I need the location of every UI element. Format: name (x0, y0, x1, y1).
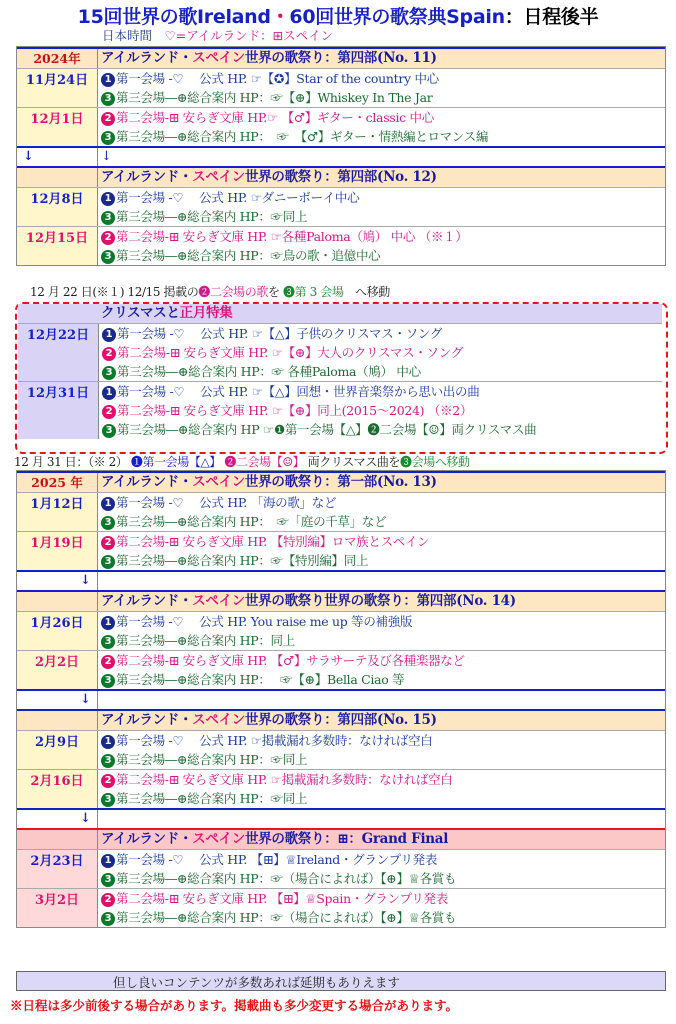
date-cell: 12月8日 (17, 188, 98, 226)
venue-line: 2 第二会場-⊞ 安らぎ文庫 HP. ☞【⊕】同上(2015～2024) （※2） (102, 401, 662, 420)
arrow-icon: ↓ (101, 149, 112, 164)
venue-line: 1 第一会場 -♡ 公式 HP. 「海の歌」など (101, 493, 665, 512)
venue-line: 2 第二会場-⊞ 安らぎ文庫 HP. ☞掲載漏れ多数時：なければ空白 (101, 770, 665, 789)
venue-line: 3 第三会場―⊕総合案内 HP：☞鳥の歌・追億中心 (101, 246, 665, 265)
section-heading: アイルランド・スペイン世界の歌祭り：第四部(No. 12) (101, 169, 437, 185)
date-cell: 12月31日 (18, 382, 99, 439)
note-1: 12 月 22 日(※１) 12/15 掲載の❷二会場の歌を ❸第 3 会場 へ移動 (30, 285, 390, 299)
venue-line: 1 第一会場 -♡ 公式 HP. ☞掲載漏れ多数時：なければ空白 (101, 731, 665, 750)
arrow-icon: ↓ (17, 691, 98, 709)
venue-line: 3 第三会場―⊕総合案内 HP：☞同上 (101, 750, 665, 769)
date-cell: 2月2日 (17, 651, 98, 689)
venue-line: 2 第二会場-⊞ 安らぎ文庫 HP.☞ 【♂】ギター・classic 中心 (101, 108, 665, 127)
venue-line: 1 第一会場 -♡ 公式 HP. ☞【✪】Star of the country 中心 (101, 69, 665, 88)
venue-line: 3 第三会場―⊕総合案内 HP：☞（場合によれば）【⊕】♕各賞も (101, 908, 665, 927)
venue-line: 3 第三会場―⊕総合案内 HP：☞同上 (101, 789, 665, 808)
note-2: 12 月 31 日：（※ 2） ❶第一会場【△】 ❷二会場【☺】 両クリスマス曲を❸会場へ移動 (14, 455, 470, 469)
page-title: 15回世界の歌Ireland・60回世界の歌祭典Spain：日程後半 (77, 6, 599, 28)
schedule-section-xmas (18, 304, 662, 439)
venue-line: 3 第三会場―⊕総合案内 HP：同上 (101, 631, 665, 650)
section-heading: アイルランド・スペイン世界の歌祭り：第四部(No. 11) (101, 50, 437, 66)
section-heading: アイルランド・スペイン世界の歌祭り：⊞：Grand Final (101, 831, 449, 847)
date-cell: 12月15日 (17, 227, 98, 265)
venue-line: 1 第一会場 -♡ 公式 HP. 【⊞】♕Ireland・グランプリ発表 (101, 850, 665, 869)
year-label: 2025 年 (17, 473, 98, 492)
arrow-icon: ↓ (17, 572, 98, 590)
venue-line: 1 第一会場 -♡ 公式 HP. You raise me up 等の補強版 (101, 612, 665, 631)
schedule-section-2025 (16, 470, 666, 928)
section-heading: アイルランド・スペイン世界の歌祭り：第四部(No. 15) (101, 712, 437, 728)
venue-line: 3 第三会場―⊕総合案内 HP： ☞ 【♂】ギター・情熱編とロマンス編 (101, 127, 665, 146)
section-heading: クリスマスと正月特集 (101, 305, 233, 321)
venue-line: 3 第三会場―⊕総合案内 HP：☞【特別編】同上 (101, 551, 665, 570)
arrow-icon: ↓ (17, 148, 98, 166)
venue-line: 3 第三会場―⊕総合案内 HP： ☞「庭の千草」など (101, 512, 665, 531)
date-cell: 12月22日 (18, 324, 99, 381)
year-label: 2024年 (17, 49, 98, 68)
venue-line: 1 第一会場 -♡ 公式 HP. ☞【△】回想・世界音楽祭から思い出の曲 (102, 382, 662, 401)
arrow-icon: ↓ (17, 810, 98, 828)
date-cell: 12月1日 (17, 108, 98, 146)
date-cell: 1月26日 (17, 612, 98, 650)
venue-line: 3 第三会場―⊕総合案内 HP：☞（場合によれば）【⊕】♕各賞も (101, 869, 665, 888)
venue-line: 2 第二会場-⊞ 安らぎ文庫 HP. ☞【⊕】大人のクリスマス・ソング (102, 343, 662, 362)
footer-note-box (16, 971, 666, 991)
disclaimer: ※日程は多少前後する場合があります。掲載曲も多少変更する場合があります。 (10, 998, 459, 1013)
date-cell: 2月16日 (17, 770, 98, 808)
venue-line: 2 第二会場-⊞ 安らぎ文庫 HP. 【特別編】ロマ族とスペイン (101, 532, 665, 551)
schedule-section-no11 (16, 46, 666, 266)
section-heading: アイルランド・スペイン世界の歌祭り：第一部(No. 13) (101, 474, 437, 490)
venue-line: 2 第二会場-⊞ 安らぎ文庫 HP. ☞各種Paloma（鳩） 中心 （※１） (101, 227, 665, 246)
legend: 日本時間 ♡=アイルランド：⊞スペイン (102, 28, 334, 43)
footer-note: 但し良いコンテンツが多数あれば延期もありえます (113, 975, 400, 990)
date-cell: 1月19日 (17, 532, 98, 570)
venue-line: 3 第三会場―⊕総合案内 HP：☞ 各種Paloma（鳩） 中心 (102, 362, 662, 381)
section-heading: アイルランド・スペイン世界の歌祭り世界の歌祭り：第四部(No. 14) (101, 593, 516, 609)
venue-line: 2 第二会場-⊞ 安らぎ文庫 HP. 【⊞】♕Spain・グランプリ発表 (101, 889, 665, 908)
venue-line: 1 第一会場 -♡ 公式 HP. ☞ダニーボーイ中心 (101, 188, 665, 207)
venue-line: 3 第三会場―⊕総合案内 HP ☞❶第一会場【△】❷二会場【☺】両クリスマス曲 (102, 420, 662, 439)
date-cell: 2月9日 (17, 731, 98, 769)
venue-line: 1 第一会場 -♡ 公式 HP. ☞【△】子供のクリスマス・ソング (102, 324, 662, 343)
date-cell: 11月24日 (17, 69, 98, 107)
venue-line: 2 第二会場-⊞ 安らぎ文庫 HP. 【♂】サラサーテ及び各種楽器など (101, 651, 665, 670)
date-cell: 2月23日 (17, 850, 98, 888)
date-cell: 3月2日 (17, 889, 98, 927)
date-cell: 1月12日 (17, 493, 98, 531)
venue-line: 3 第三会場―⊕総合案内 HP： ☞【⊕】Bella Ciao 等 (101, 670, 665, 689)
venue-line: 3 第三会場―⊕総合案内 HP：☞同上 (101, 207, 665, 226)
venue-line: 3 第三会場―⊕総合案内 HP：☞【⊕】Whiskey In The Jar (101, 88, 665, 107)
